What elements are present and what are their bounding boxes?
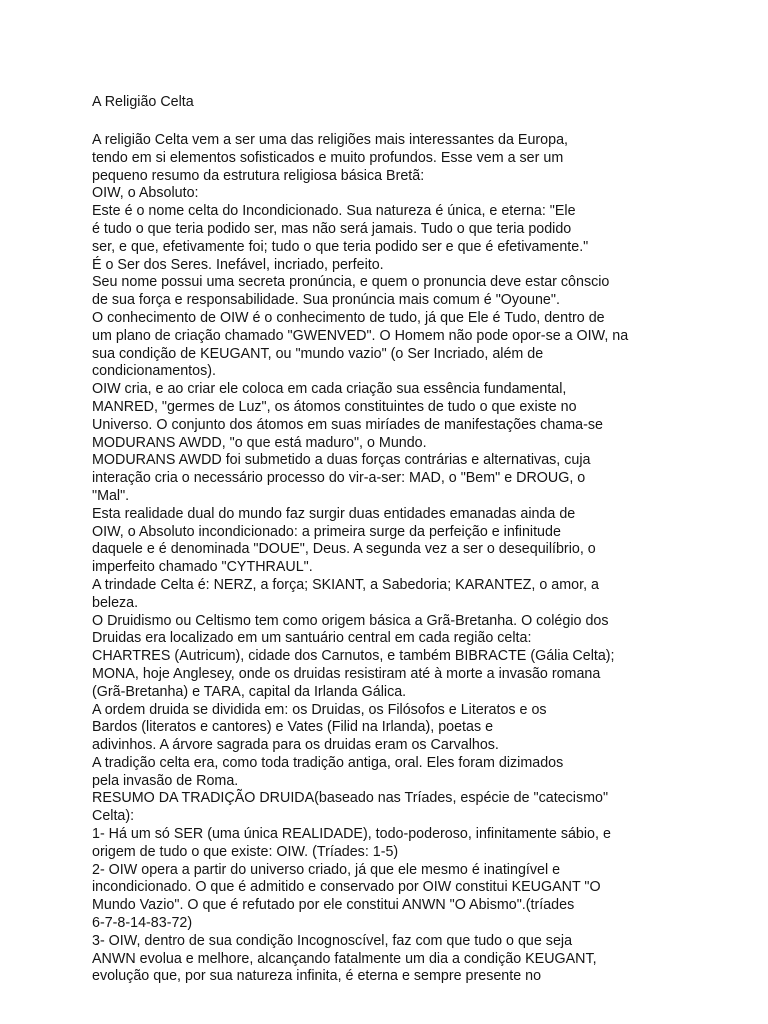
body-line: Universo. O conjunto dos átomos em suas miríades de manifestações chama-se — [92, 416, 603, 433]
document-body — [92, 132, 628, 986]
body-line: imperfeito chamado "CYTHRAUL". — [92, 559, 313, 576]
body-line: RESUMO DA TRADIÇÃO DRUIDA(baseado nas Tríades, espécie de "catecismo" — [92, 790, 609, 807]
body-line: Este é o nome celta do Incondicionado. Sua natureza é única, e eterna: "Ele — [92, 203, 576, 220]
body-line: adivinhos. A árvore sagrada para os druidas eram os Carvalhos. — [92, 737, 499, 754]
body-line: (Grã-Bretanha) e TARA, capital da Irlanda Gálica. — [92, 683, 407, 700]
body-line: pela invasão de Roma. — [92, 772, 239, 789]
body-line: Druidas era localizado em um santuário central em cada região celta: — [92, 630, 532, 647]
body-line: MONA, hoje Anglesey, onde os druidas resistiram até à morte a invasão romana — [92, 665, 601, 682]
body-line: ANWN evolua e melhore, alcançando fatalmente um dia a condição KEUGANT, — [92, 950, 597, 967]
body-line: origem de tudo o que existe: OIW. (Tríades: 1-5) — [92, 843, 399, 860]
body-line: OIW, o Absoluto incondicionado: a primeira surge da perfeição e infinitude — [92, 523, 561, 540]
body-line: sua condição de KEUGANT, ou "mundo vazio" (o Ser Incriado, além de — [92, 345, 544, 362]
body-line: "Mal". — [92, 487, 130, 504]
body-line: Seu nome possui uma secreta pronúncia, e quem o pronuncia deve estar cônscio — [92, 274, 610, 291]
document-title: A Religião Celta — [92, 94, 194, 110]
body-line: A trindade Celta é: NERZ, a força; SKIANT, a Sabedoria; KARANTEZ, o amor, a — [92, 576, 599, 593]
body-line: daquele e é denominada "DOUE", Deus. A segunda vez a ser o desequilíbrio, o — [92, 541, 596, 558]
body-line: 1- Há um só SER (uma única REALIDADE), todo-poderoso, infinitamente sábio, e — [92, 826, 611, 843]
body-line: incondicionado. O que é admitido e conservado por OIW constitui KEUGANT "O — [92, 879, 601, 896]
body-line: A religião Celta vem a ser uma das religiões mais interessantes da Europa, — [92, 132, 569, 148]
body-line: é tudo o que teria podido ser, mas não será jamais. Tudo o que teria podido — [92, 220, 572, 237]
body-line: MODURANS AWDD foi submetido a duas forças contrárias e alternativas, cuja — [92, 452, 591, 469]
body-line: evolução que, por sua natureza infinita, é eterna e sempre presente no — [92, 968, 542, 985]
body-line: 3- OIW, dentro de sua condição Incognoscível, faz com que tudo o que seja — [92, 932, 573, 949]
body-line: O conhecimento de OIW é o conhecimento de tudo, já que Ele é Tudo, dentro de — [92, 309, 605, 326]
body-line: pequeno resumo da estrutura religiosa básica Bretã: — [92, 167, 425, 184]
body-line: O Druidismo ou Celtismo tem como origem básica a Grã-Bretanha. O colégio dos — [92, 612, 609, 629]
body-line: Bardos (literatos e cantores) e Vates (Filid na Irlanda), poetas e — [92, 719, 494, 736]
body-line: OIW, o Absoluto: — [92, 185, 199, 202]
body-line: 6-7-8-14-83-72) — [92, 915, 193, 932]
body-line: tendo em si elementos sofisticados e muito profundos. Esse vem a ser um — [92, 149, 564, 166]
body-line: beleza. — [92, 594, 139, 611]
body-line: É o Ser dos Seres. Inefável, incriado, perfeito. — [92, 256, 384, 273]
body-line: de sua força e responsabilidade. Sua pronúncia mais comum é "Oyoune". — [92, 292, 560, 309]
body-line: Mundo Vazio". O que é refutado por ele constitui ANWN "O Abismo".(tríades — [92, 897, 575, 914]
body-line: um plano de criação chamado "GWENVED". O Homem não pode opor-se a OIW, na — [92, 327, 629, 344]
body-line: 2- OIW opera a partir do universo criado, já que ele mesmo é inatingível e — [92, 861, 561, 878]
body-line: OIW cria, e ao criar ele coloca em cada criação sua essência fundamental, — [92, 381, 567, 398]
body-line: interação cria o necessário processo do vir-a-ser: MAD, o "Bem" e DROUG, o — [92, 470, 586, 487]
body-line: Celta): — [92, 808, 135, 825]
body-line: MODURANS AWDD, "o que está maduro", o Mundo. — [92, 434, 427, 451]
body-line: CHARTRES (Autricum), cidade dos Carnutos, e também BIBRACTE (Gália Celta); — [92, 648, 615, 665]
body-line: ser, e que, efetivamente foi; tudo o que teria podido ser e que é efetivamente." — [92, 238, 589, 255]
body-line: A ordem druida se dividida em: os Druidas, os Filósofos e Literatos e os — [92, 701, 547, 718]
body-line: A tradição celta era, como toda tradição antiga, oral. Eles foram dizimados — [92, 754, 564, 771]
body-line: condicionamentos). — [92, 363, 216, 380]
body-line: MANRED, "germes de Luz", os átomos constituintes de tudo o que existe no — [92, 398, 577, 415]
body-line: Esta realidade dual do mundo faz surgir duas entidades emanadas ainda de — [92, 505, 576, 522]
